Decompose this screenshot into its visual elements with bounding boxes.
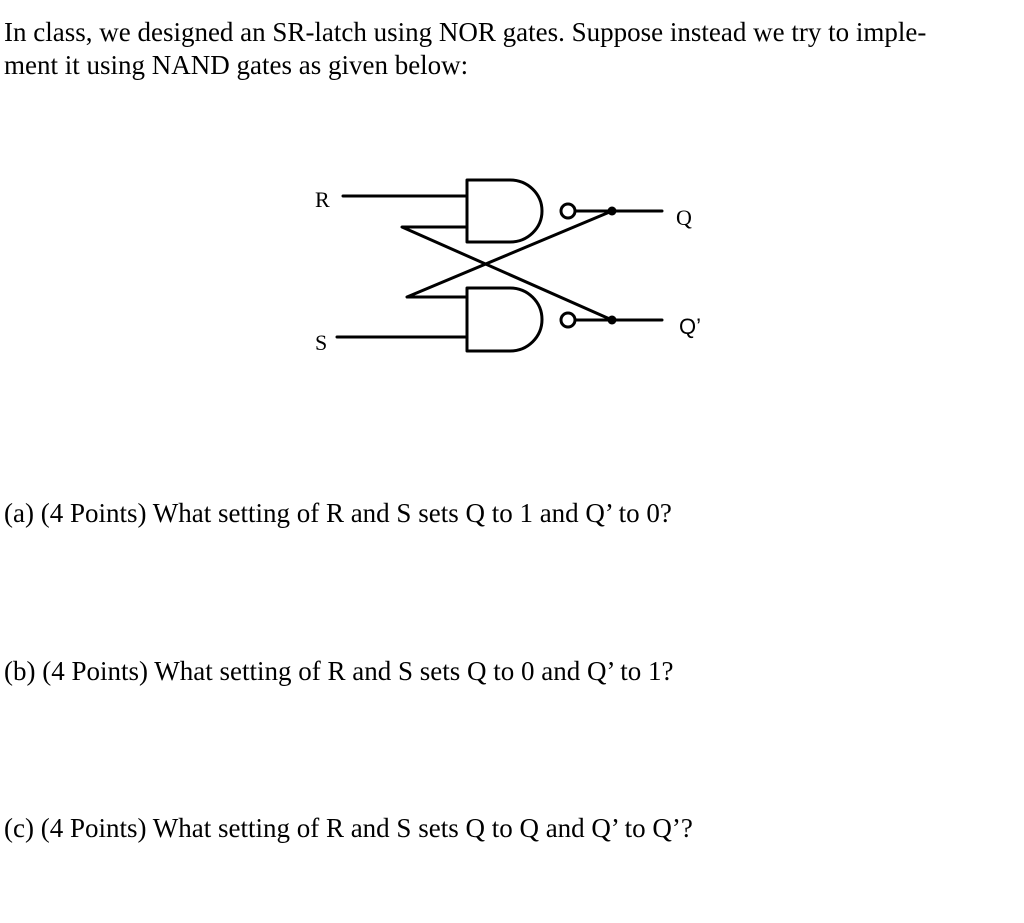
intro-line-1: In class, we designed an SR-latch using NOR gates. Suppose instead we try to imple- [4,17,927,47]
label-r: R [315,187,330,212]
label-q-prime: Q’ [679,314,701,339]
question-b: (b) (4 Points) What setting of R and S sets Q to 0 and Q’ to 1? [4,656,674,686]
feedback-q-to-bottom [407,211,612,297]
intro-line-2: ment it using NAND gates as given below: [4,50,469,80]
label-q: Q [676,205,692,230]
inversion-bubble-bottom [561,313,575,327]
inversion-bubble-top [561,204,575,218]
label-s: S [315,330,328,355]
junction-dot-q-prime [608,316,617,325]
question-a: (a) (4 Points) What setting of R and S sets Q to 1 and Q’ to 0? [4,498,672,528]
question-c: (c) (4 Points) What setting of R and S sets Q to Q and Q’ to Q’? [4,813,693,843]
nand-gate-top [467,180,542,242]
junction-dot-q [608,207,617,216]
nand-gate-bottom [467,288,542,351]
